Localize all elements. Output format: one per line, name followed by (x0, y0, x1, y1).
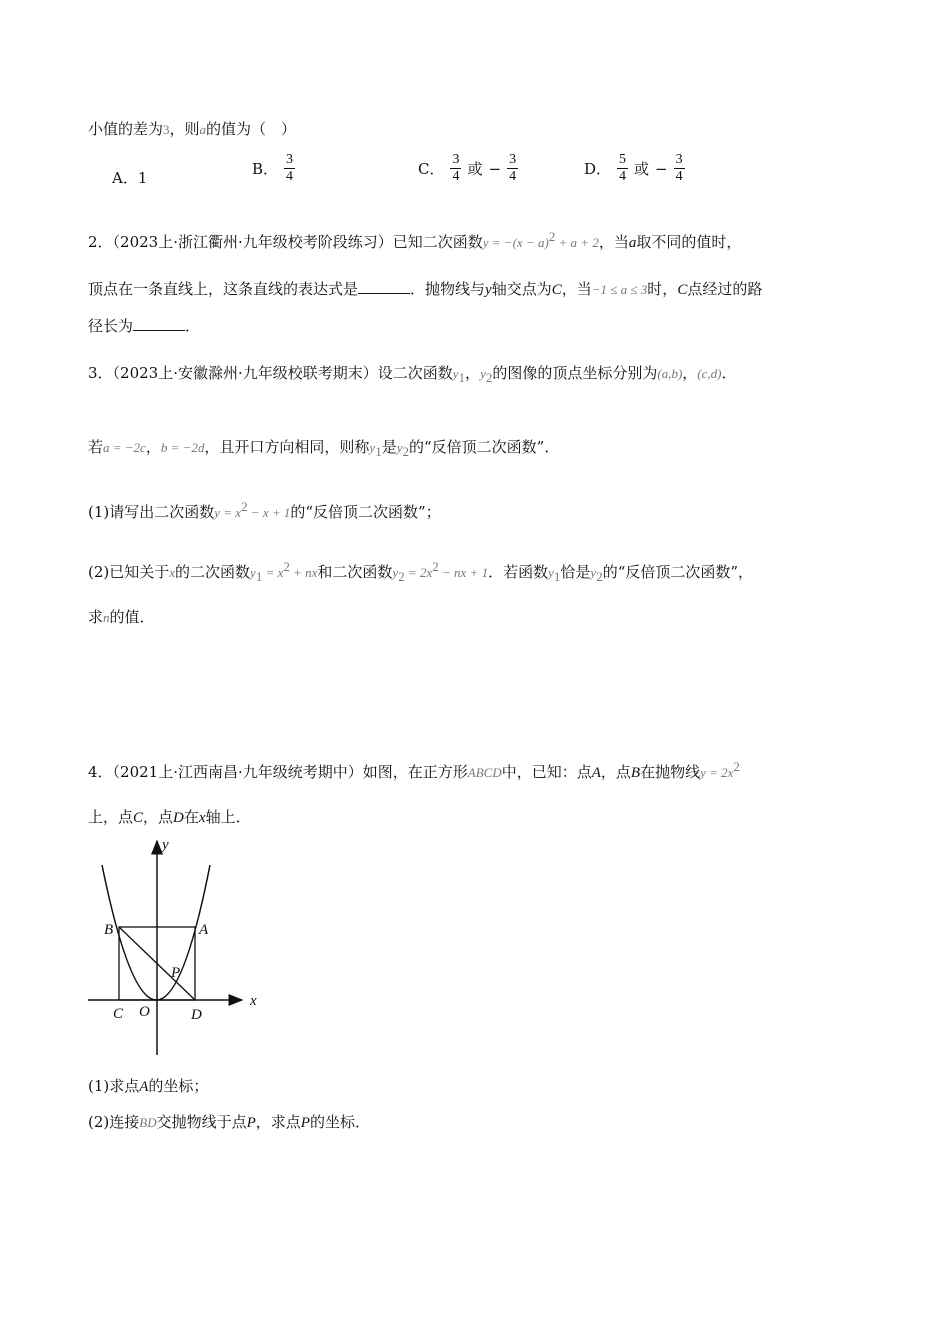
q3-part-2: (2)已知关于x的二次函数$y_1 = x^2$ + nx和二次函数$y_2 = 2x^2$ − nx + 1．若函数$y_1$恰是$y_2$的“反倍顶二次函数”， (88, 559, 754, 584)
q3-line-2: 若a = −2c，b = −2d，且开口方向相同，则称$y_1$是$y_2$的“反倍顶二次函数”． (88, 438, 560, 459)
q3-part-1: (1)请写出二次函数$y = x^2 - x + 1$的“反倍顶二次函数”； (88, 499, 441, 521)
label-p: P (171, 965, 181, 981)
q2-line-1: 2．（2023上·浙江衢州·九年级校考阶段练习）已知二次函数$y = -(x - a)^2 + a + 2$，当a取不同的值时， (88, 229, 742, 251)
q1-option-a[interactable]: A．1 (112, 169, 148, 187)
parabola-square-figure (82, 835, 272, 1060)
label-x: x (250, 993, 257, 1009)
q2-line-2: 顶点在一条直线上，这条直线的表达式是 ．抛物线与y轴交点为C，当−1 ≤ a ≤ 3时，C点经过的路 (88, 280, 763, 298)
q3-part-2-ask: 求n的值． (88, 608, 155, 626)
parabola (102, 865, 210, 1000)
q4-sub-1: (1)求点A的坐标； (88, 1077, 209, 1095)
q4-line-2: 上，点C，点D在x轴上． (88, 808, 251, 826)
fraction: $\frac{3}{4}$ (452, 152, 460, 184)
q1-stem: 小值的差为3，则a的值为（ ） (88, 120, 297, 138)
q4-line-1: 4．（2021上·江西南昌·九年级统考期中）如图，在正方形ABCD中，已知：点A，点B在抛物线$y = 2x^2$ (88, 759, 740, 781)
q1-option-d[interactable]: D． $\frac{5}{4}$ 或 − $\frac{3}{4}$ (584, 152, 683, 184)
fraction: $\frac{3}{4}$ (509, 152, 517, 184)
label-d: D (191, 1007, 202, 1023)
label-c: C (113, 1006, 124, 1022)
fraction: $\frac{3}{4}$ (286, 152, 294, 184)
q4-sub-2: (2)连接BD交抛物线于点P，求点P的坐标． (88, 1113, 370, 1131)
label-y: y (162, 837, 169, 853)
label-b: B (104, 922, 114, 938)
fraction: $\frac{3}{4}$ (675, 152, 683, 184)
answer-blank[interactable] (133, 316, 185, 331)
fraction: $\frac{5}{4}$ (619, 152, 627, 184)
q1-option-c[interactable]: C． $\frac{3}{4}$ 或 − $\frac{3}{4}$ (418, 152, 517, 184)
q2-line-3: 径长为 ． (88, 317, 201, 335)
q1-option-b[interactable]: B． $\frac{3}{4}$ (252, 152, 294, 184)
answer-blank[interactable] (358, 279, 410, 294)
label-o: O (139, 1004, 150, 1020)
label-a: A (199, 922, 209, 938)
q3-line-1: 3．（2023上·安徽滁州·九年级校联考期末）设二次函数$y_1$，$y_2$的图像的顶点坐标分别为(a,b)，(c,d)． (88, 364, 737, 385)
